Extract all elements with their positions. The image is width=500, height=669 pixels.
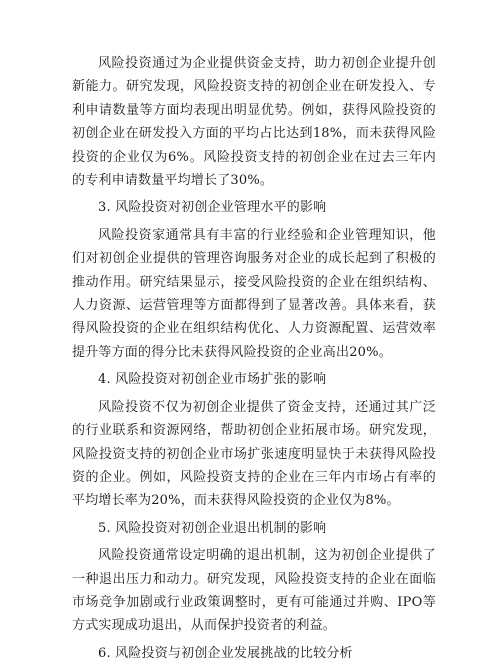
section-heading-4: 4. 风险投资对初创企业市场扩张的影响 <box>98 372 327 388</box>
section-heading-5: 5. 风险投资对初创企业退出机制的影响 <box>98 520 327 536</box>
paragraph-innovation: 风险投资通过为企业提供资金支持，助力初创企业提升创新能力。研究发现，风险投资支持的初创企业在研发投入、专利申请数量等方面均表现出明显优势。例如，获得风险投资的初创企业在研发投入方面的平均占比达到18%，而未获得风险投资的企业仅为6%。风险投资支持的初创企业在过去三年内的专利申请数量平均增长了30%。 <box>72 56 436 189</box>
document-body <box>72 52 436 669</box>
section-heading-3: 3. 风险投资对初创企业管理水平的影响 <box>98 200 327 216</box>
paragraph-exit-mechanism: 风险投资通常设定明确的退出机制，这为初创企业提供了一种退出压力和动力。研究发现，风险投资支持的企业在面临市场竞争加剧或行业政策调整时，更有可能通过并购、IPO等方式实现成功退出，从而保护投资者的利益。 <box>72 548 436 634</box>
paragraph-management: 风险投资家通常具有丰富的行业经验和企业管理知识，他们对初创企业提供的管理咨询服务对企业的成长起到了积极的推动作用。研究结果显示，接受风险投资的企业在组织结构、人力资源、运营管理等方面都得到了显著改善。具体来看，获得风险投资的企业在组织结构优化、人力资源配置、运营效率提升等方面的得分比未获得风险投资的企业高出20%。 <box>72 227 436 360</box>
paragraph-market-expansion: 风险投资不仅为初创企业提供了资金支持，还通过其广泛的行业联系和资源网络，帮助初创企业拓展市场。研究发现，风险投资支持的初创企业市场扩张速度明显快于未获得风险投资的企业。例如，风险投资支持的企业在三年内市场占有率的平均增长率为20%，而未获得风险投资的企业仅为8%。 <box>72 399 436 509</box>
section-heading-6: 6. 风险投资与初创企业发展挑战的比较分析 <box>98 645 353 661</box>
